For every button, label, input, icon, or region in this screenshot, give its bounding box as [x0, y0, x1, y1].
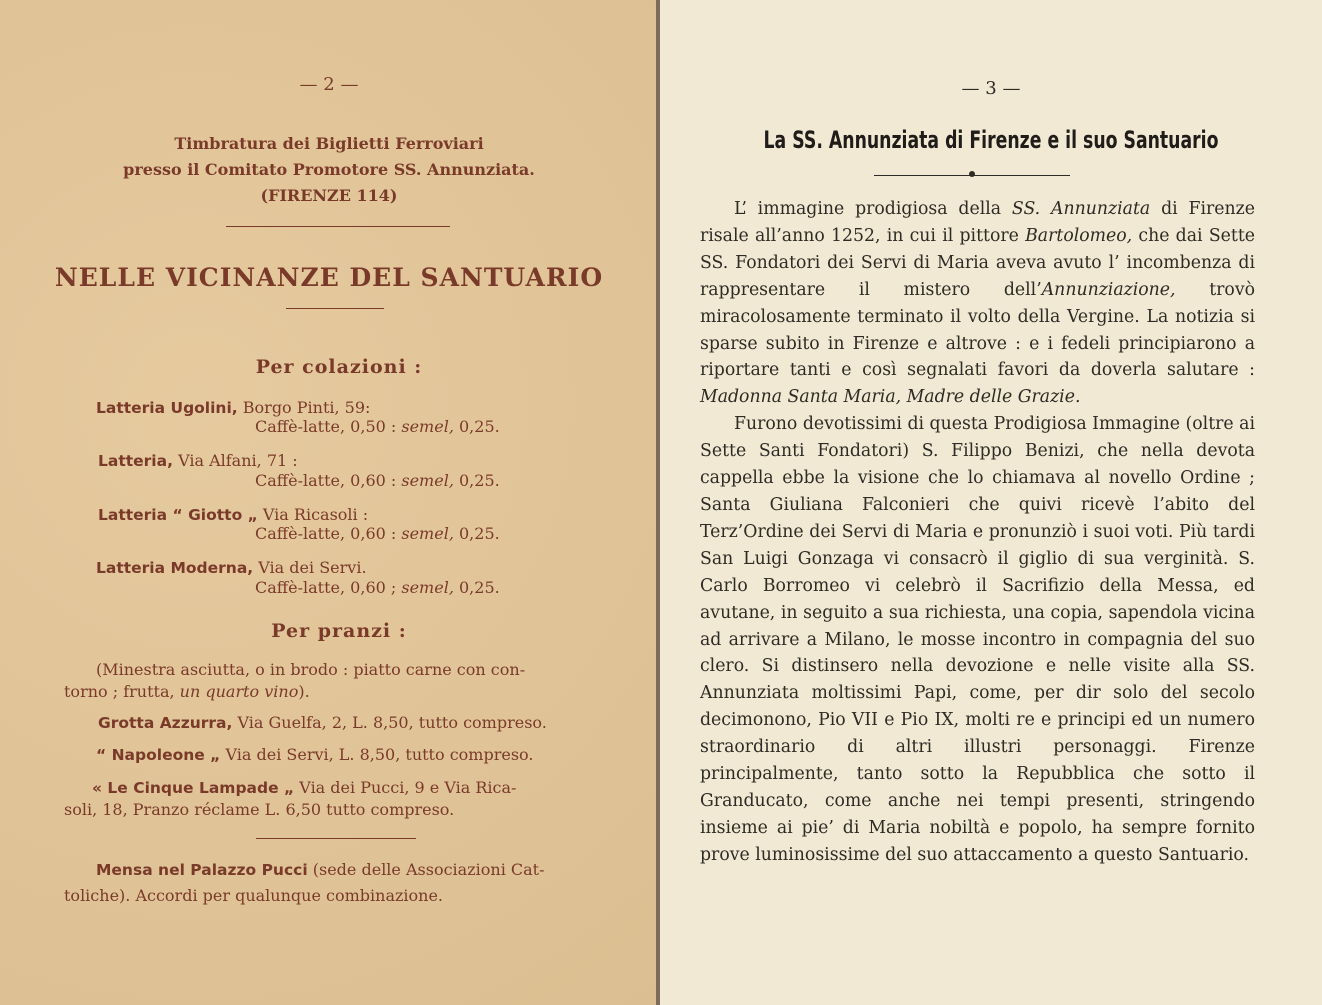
pranzi-title: Per pranzi :	[271, 620, 407, 642]
list-item: Latteria, Via Alfani, 71 :	[98, 451, 298, 470]
italic-run: Bartolomeo,	[1025, 225, 1133, 246]
left-page	[0, 0, 658, 1005]
italic-run: Annunziazione,	[1041, 279, 1176, 300]
list-item-price: Caffè-latte, 0,50 : semel, 0,25.	[255, 417, 500, 436]
article-title: La SS. Annunziata di Firenze e il suo Santuario	[763, 126, 1219, 154]
page-number-left: — 2 —	[299, 74, 359, 95]
notice-line-2: presso il Comitato Promotore SS. Annunziata.	[123, 160, 535, 179]
notice-line-1: Timbratura dei Biglietti Ferroviari	[174, 134, 484, 153]
divider-1	[226, 226, 450, 227]
list-item: Latteria Ugolini, Borgo Pinti, 59:	[96, 398, 371, 417]
italic-run: Madonna Santa Maria, Madre delle Grazie.	[700, 387, 1081, 408]
text-run: trovò miracolosamente terminato il volto della Vergine. La notizia si sparse subito in Firenze e altrove : e i fedeli principiarono a riportare tanti e così segnalati favori da doverla salutare :	[700, 279, 1255, 381]
list-item-price: Caffè-latte, 0,60 : semel, 0,25.	[255, 524, 500, 543]
pranzi-note-line-1: (Minestra asciutta, o in brodo : piatto carne con con-	[96, 660, 526, 679]
divider-2	[286, 308, 384, 309]
paragraph-1	[700, 196, 1255, 411]
list-item-price: Caffè-latte, 0,60 ; semel, 0,25.	[255, 578, 500, 597]
mensa-line-1: Mensa nel Palazzo Pucci (sede delle Associazioni Cat-	[96, 860, 545, 879]
list-item: Grotta Azzurra, Via Guelfa, 2, L. 8,50, tutto compreso.	[98, 713, 547, 732]
notice-line-3: (FIRENZE 114)	[260, 186, 398, 205]
list-item-cont: soli, 18, Pranzo réclame L. 6,50 tutto compreso.	[64, 800, 455, 819]
page-number-right: — 3 —	[961, 78, 1021, 99]
mensa-line-2: toliche). Accordi per qualunque combinazione.	[64, 886, 444, 905]
list-item: Latteria Moderna, Via dei Servi.	[96, 558, 367, 577]
colazioni-title: Per colazioni :	[255, 356, 423, 378]
rule-dot	[969, 171, 975, 177]
section-heading: NELLE VICINANZE DEL SANTUARIO	[54, 263, 604, 292]
pranzi-note-line-2: torno ; frutta, un quarto vino).	[64, 682, 310, 701]
divider-3	[256, 838, 416, 839]
text-run: che dai Sette SS. Fondatori dei Servi di Maria aveva avuto l’ incombenza di rappresentare il mistero dell’	[700, 225, 1256, 300]
right-page	[660, 0, 1322, 1005]
text-run: L’ immagine prodigiosa della	[734, 199, 1012, 219]
text-run: di Firenze risale all’anno 1252, in cui il pittore	[700, 199, 1255, 246]
list-item-price: Caffè-latte, 0,60 : semel, 0,25.	[255, 471, 500, 490]
paragraph-2: Furono devotissimi di questa Prodigiosa Immagine (oltre ai Sette Santi Fondatori) S. Filippo Benizi, che nella devota cappella ebbe la visione che lo chiamava al novello Ordine ; Santa Giuliana Falconieri che quivi ricevè l’abito del Terz’Ordine dei Servi di Maria e pronunziò i suoi voti. Più tardi San Luigi Gonzaga vi consacrò il giglio di sua verginità. S. Carlo Borromeo vi celebrò il Sacrifizio della Messa, ed avutane, in seguito a sua richiesta, una copia, sapendola vicina ad arrivare a Milano, le mosse incontro in compagnia del suo clero. Si distinsero nella devozione e nelle visite alla SS. Annunziata moltissimi Papi, come, per dir solo del secolo decimonono, Pio VII e Pio IX, molti re e principi ed un numero straordinario di altri illustri personaggi. Firenze principalmente, tanto sotto la Repubblica che sotto il Granducato, come anche nei tempi presenti, stringendo insieme ai pie’ di Maria nobiltà e popolo, ha sempre fornito prove luminosissime del suo attaccamento a questo Santuario.	[700, 414, 1255, 865]
italic-run: SS. Annunziata	[1011, 199, 1151, 219]
list-item: “ Napoleone „ Via dei Servi, L. 8,50, tutto compreso.	[96, 745, 534, 764]
list-item: Latteria “ Giotto „ Via Ricasoli :	[98, 505, 369, 524]
article-body	[700, 196, 1255, 869]
list-item: « Le Cinque Lampade „ Via dei Pucci, 9 e Via Rica-	[92, 778, 517, 797]
